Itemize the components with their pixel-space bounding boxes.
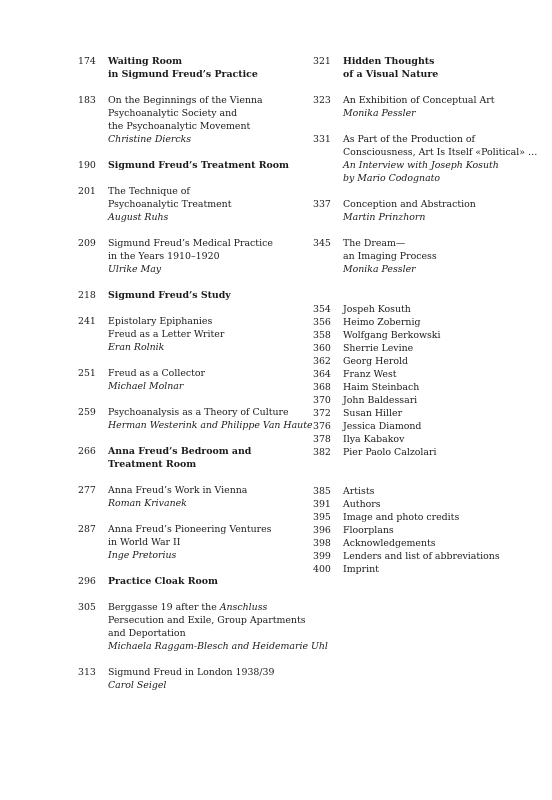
entry-body [108, 94, 308, 146]
list-label: Susan Hiller [343, 408, 403, 419]
page-number: 385 [313, 486, 331, 497]
page-number: 241 [78, 316, 96, 327]
entry-title-line: Anna Freud’s Bedroom and [108, 446, 252, 457]
entry-body [108, 185, 308, 224]
entry-author: Monika Pessler [343, 264, 416, 275]
artist-row [313, 407, 545, 420]
list-label: Image and photo credits [343, 512, 460, 523]
toc-entry [78, 159, 308, 172]
entry-title-line: Anna Freud’s Pioneering Ventures [108, 524, 272, 535]
page-number: 266 [78, 446, 96, 457]
entry-body [108, 445, 308, 471]
entry-title-line: Sigmund Freud’s Study [108, 290, 231, 301]
list-label: Ilya Kabakov [343, 434, 405, 445]
entry-title-line: Epistolary Epiphanies [108, 316, 213, 327]
entry-title-line: in World War II [108, 537, 181, 548]
entry-author: Carol Seigel [108, 680, 167, 691]
artist-row [313, 433, 545, 446]
page-number: 356 [313, 317, 331, 328]
page-number: 395 [313, 512, 331, 523]
entry-author: by Mario Codognato [343, 173, 441, 184]
list-label: Lenders and list of abbreviations [343, 551, 500, 562]
entry-title-line: and Deportation [108, 628, 186, 639]
toc-entry [313, 55, 545, 81]
appendix-row [313, 524, 545, 537]
entry-body [108, 406, 313, 432]
appendix-row [313, 511, 545, 524]
entry-title-line: Sigmund Freud’s Medical Practice [108, 238, 273, 249]
entry-title-line: in the Years 1910–1920 [108, 251, 220, 262]
toc-entry [313, 198, 545, 224]
entry-author: Ulrike May [108, 264, 162, 275]
entry-author: Michael Molnar [108, 381, 184, 392]
toc-entry [78, 94, 308, 146]
list-label: John Baldessari [343, 395, 418, 406]
page-number: 345 [313, 238, 331, 249]
page-number: 398 [313, 538, 331, 549]
page-number: 354 [313, 304, 331, 315]
page-number: 400 [313, 564, 331, 575]
entry-author: Monika Pessler [343, 108, 416, 119]
toc-entry [78, 237, 308, 276]
entry-title-line: The Technique of [108, 186, 190, 197]
entry-title-line: Berggasse 19 after the Anschluss [108, 602, 268, 613]
page-number: 321 [313, 56, 331, 67]
page-number: 209 [78, 238, 96, 249]
entry-author: Herman Westerink and Philippe Van Haute [108, 420, 313, 431]
page-number: 259 [78, 407, 96, 418]
toc-entry [78, 445, 308, 471]
toc-entry [78, 185, 308, 224]
entry-title-line: Freud as a Letter Writer [108, 329, 225, 340]
artist-row [313, 394, 545, 407]
toc-entry [313, 94, 545, 120]
entry-body [343, 198, 545, 224]
entry-body [108, 55, 308, 81]
entry-body [108, 237, 308, 276]
page-number: 331 [313, 134, 331, 145]
appendix-row [313, 485, 545, 498]
page-number: 337 [313, 199, 331, 210]
page-number: 190 [78, 160, 96, 171]
toc-entry [313, 133, 545, 185]
artist-row [313, 316, 545, 329]
toc-entry [78, 367, 308, 393]
entry-body [108, 367, 308, 393]
page-number: 376 [313, 421, 331, 432]
toc-entry [78, 523, 308, 562]
list-label: Authors [343, 499, 381, 510]
entry-author: Inge Pretorius [108, 550, 177, 561]
entry-title-line: Sigmund Freud’s Treatment Room [108, 160, 289, 171]
entry-body [108, 575, 308, 588]
entry-title-line: Practice Cloak Room [108, 576, 218, 587]
page-number: 251 [78, 368, 96, 379]
page-number: 296 [78, 576, 96, 587]
entry-body [343, 237, 545, 276]
page-number: 362 [313, 356, 331, 367]
page-number: 360 [313, 343, 331, 354]
page-number: 378 [313, 434, 331, 445]
artist-row [313, 368, 545, 381]
appendix-row [313, 550, 545, 563]
toc-entry [313, 237, 545, 276]
appendix-row [313, 563, 545, 576]
page-number: 370 [313, 395, 331, 406]
toc-right-column [313, 55, 545, 576]
entry-title-line: Waiting Room [108, 56, 183, 67]
entry-title-line: An Exhibition of Conceptual Art [343, 95, 495, 106]
list-label: Artists [343, 486, 375, 497]
appendix-row [313, 537, 545, 550]
entry-title-line: On the Beginnings of the Vienna [108, 95, 263, 106]
toc-entry [78, 406, 313, 432]
entry-title-line: of a Visual Nature [343, 69, 439, 80]
page-number: 183 [78, 95, 96, 106]
entry-title-line: Consciousness, Art Is Itself «Political» … [343, 147, 538, 158]
entry-title-line: an Imaging Process [343, 251, 437, 262]
entry-title-line: Psychoanalytic Treatment [108, 199, 232, 210]
entry-title-line: The Dream— [343, 238, 406, 249]
list-label: Georg Herold [343, 356, 408, 367]
list-label: Floorplans [343, 525, 394, 536]
entry-body [108, 601, 328, 653]
list-label: Jessica Diamond [343, 421, 422, 432]
toc-entry [78, 484, 308, 510]
page-number: 201 [78, 186, 96, 197]
entry-author: August Ruhs [108, 212, 169, 223]
artist-row [313, 381, 545, 394]
essay-entries [313, 55, 545, 276]
page-number: 313 [78, 667, 96, 678]
entry-body [108, 315, 308, 354]
artist-row [313, 355, 545, 368]
page-number: 277 [78, 485, 96, 496]
entry-title-line: Treatment Room [108, 459, 197, 470]
page-number: 399 [313, 551, 331, 562]
page-number: 391 [313, 499, 331, 510]
page-number: 287 [78, 524, 96, 535]
entry-title-line: in Sigmund Freud’s Practice [108, 69, 258, 80]
entry-author: Michaela Raggam-Blesch and Heidemarie Uhl [108, 641, 328, 652]
artist-row [313, 342, 545, 355]
page-number: 218 [78, 290, 96, 301]
entry-title-line: Conception and Abstraction [343, 199, 476, 210]
list-label: Pier Paolo Calzolari [343, 447, 437, 458]
artist-row [313, 303, 545, 316]
entry-title-line: Sigmund Freud in London 1938/39 [108, 667, 275, 678]
list-label: Acknowledgements [343, 538, 436, 549]
artist-row [313, 446, 545, 459]
entry-body [343, 55, 545, 81]
appendix-row [313, 498, 545, 511]
entry-author: Eran Rolnik [108, 342, 165, 353]
page-number: 396 [313, 525, 331, 536]
entry-title-line: As Part of the Production of [343, 134, 475, 145]
list-label: Sherrie Levine [343, 343, 414, 354]
entry-author: Roman Krivanek [108, 498, 187, 509]
page-number: 382 [313, 447, 331, 458]
toc-entry [78, 666, 308, 692]
page-number: 323 [313, 95, 331, 106]
toc-entry [78, 575, 308, 588]
list-label: Haim Steinbach [343, 382, 420, 393]
entry-body [108, 159, 308, 172]
entry-body [108, 523, 308, 562]
entry-title-line: Hidden Thoughts [343, 56, 435, 67]
entry-title-line: Freud as a Collector [108, 368, 206, 379]
toc-entry [78, 315, 308, 354]
toc-entry [78, 55, 308, 81]
entry-body [108, 666, 308, 692]
toc-entry [78, 289, 308, 302]
entry-title-line: the Psychoanalytic Movement [108, 121, 251, 132]
list-label: Imprint [343, 564, 379, 575]
entry-author: Christine Diercks [108, 134, 192, 145]
list-label: Wolfgang Berkowski [343, 330, 441, 341]
artist-list [313, 303, 545, 459]
artist-row [313, 329, 545, 342]
entry-title-line: Anna Freud’s Work in Vienna [108, 485, 248, 496]
list-label: Jospeh Kosuth [343, 304, 411, 315]
page-number: 174 [78, 56, 96, 67]
entry-author: An Interview with Joseph Kosuth [343, 160, 499, 171]
page-number: 358 [313, 330, 331, 341]
entry-body [108, 484, 308, 510]
list-label: Heimo Zobernig [343, 317, 421, 328]
entry-body [343, 94, 545, 120]
toc-entry [78, 601, 328, 653]
entry-title-line: Psychoanalysis as a Theory of Culture [108, 407, 289, 418]
page-number: 364 [313, 369, 331, 380]
appendix-list [313, 485, 545, 576]
entry-body [343, 133, 545, 185]
list-label: Franz West [343, 369, 397, 380]
page-number: 305 [78, 602, 96, 613]
artist-row [313, 420, 545, 433]
page-number: 368 [313, 382, 331, 393]
entry-body [108, 289, 308, 302]
entry-title-line: Psychoanalytic Society and [108, 108, 238, 119]
page-number: 372 [313, 408, 331, 419]
entry-author: Martin Prinzhorn [343, 212, 426, 223]
entry-title-line: Persecution and Exile, Group Apartments [108, 615, 306, 626]
